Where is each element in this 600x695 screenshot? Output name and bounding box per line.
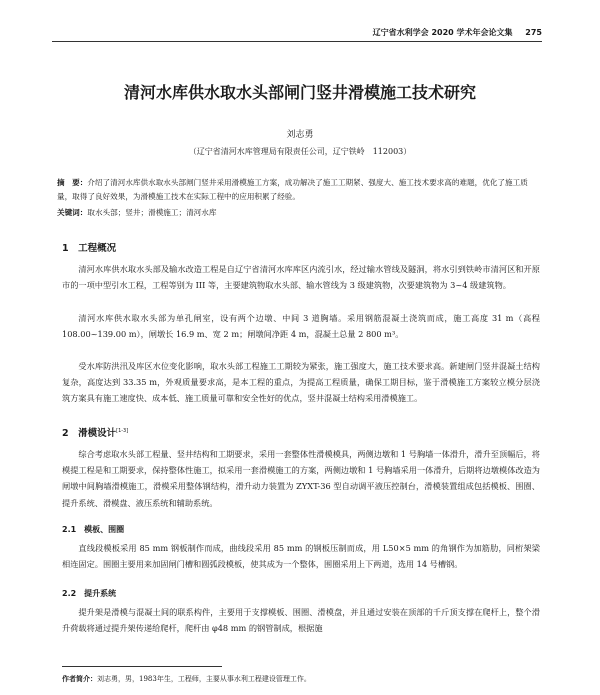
footnote-rule: [62, 666, 222, 667]
paper-title: 清河水库供水取水头部闸门竖井滑模施工技术研究: [123, 83, 476, 102]
citation: [1-3]: [116, 427, 129, 434]
footnote-label: 作者简介：: [62, 674, 97, 683]
section-2-1-heading: 2.1 模板、围圈: [62, 525, 125, 534]
paragraph: 直线段模板采用 85 mm 钢板制作而成，曲线段采用 85 mm 的钢板压制而成，用 L50×5 mm 的角钢作为加筋肋，同桁架梁相连固定。围圈主要用来加固闸门槽和圆弧段模板，使其成为一个整体，围圈采用上下两道，选用 14 号槽钢。: [62, 543, 540, 570]
paragraph: 清河水库供水取水头部及输水改造工程是自辽宁省清河水库库区内流引水，经过输水管线及隧洞，将水引到铁岭市清河区和开原市的一项中型引水工程，工程等别为 III 等，主要建筑物取水头部、输水管线为 3 级建筑物，次要建筑物为 3~4 级建筑物。: [62, 264, 540, 291]
keywords-text: 取水头部；竖井；滑模施工；清河水库: [87, 208, 217, 217]
paragraph: 综合考虑取水头部工程量、竖井结构和工期要求，采用一套整体性滑模模具，两侧边墩和 1 号胸墙一体滑升，滑升至顶幅后，将模提工程是和工期要求，保持整体性施工，拟采用一套滑模施工的方案，两侧边墩和 1 号胸墙采用一体滑升，后期将边墩模体改造为闸墩中间胸墙滑模施工，滑模采用整体钢结构，滑升动力装置为 ZYXT-36 型自动调平液压控制台，滑模装置组成包括模板、围圈、提升系统、滑模盘、液压系统和辅助系统。: [62, 449, 540, 508]
section-2-heading: [62, 425, 128, 439]
abstract-text: 介绍了清河水库供水取水头部闸门竖井采用滑模施工方案，成功解决了施工工期紧、强度大、施工技术要求高的难题，优化了施工质量，取得了良好效果，为滑模施工技术在实际工程中的应用积累了经验。: [57, 178, 528, 201]
affiliation: （辽宁省清河水库管理局有限责任公司，辽宁铁岭 112003）: [188, 147, 412, 156]
keywords-label: 关键词：: [57, 208, 88, 217]
paragraph: 提升架是滑模与混凝土间的联系构件，主要用于支撑模板、围圈、滑模盘，并且通过安装在顶部的千斤顶支撑在爬杆上，整个滑升荷载将通过提升架传递给爬杆，爬杆由 φ48 mm 的钢管制成，根据施: [62, 607, 540, 634]
section-2-2-heading: 2.2 提升系统: [62, 589, 117, 598]
abstract-label: 摘 要：: [57, 178, 88, 187]
journal-name: 辽宁省水利学会 2020 学术年会论文集: [372, 28, 513, 37]
paragraph: 清河水库供水取水头部为单孔闸室，设有两个边墩、中间 3 道胸墙。采用钢筋混凝土浇筑而成，施工高度 31 m（高程 108.00~139.00 m），闸墩长 16.9 m、宽 2 m；闸墩间净距 4 m，混凝土总量 2 800 m³。: [62, 313, 540, 340]
keywords: [57, 207, 541, 218]
abstract: [57, 176, 541, 204]
paragraph: 受水库防洪汛及库区水位变化影响，取水头部工程施工工期较为紧张，施工强度大，施工技术要求高。新建闸门竖井混凝土结构复杂，高度达到 33.35 m，外观质量要求高，是本工程的重点，为提高工程质量，确保工期目标，鉴于滑模施工方案较立模分层浇筑方案具有施工速度快、成本低、施工质量可靠和安全性好的优点，竖井混凝土结构采用滑模施工。: [62, 361, 540, 404]
running-head: [0, 27, 542, 38]
author: 刘志勇: [286, 130, 314, 140]
footnote-text: 刘志勇，男，1983年生，工程师，主要从事水利工程建设管理工作。: [97, 675, 311, 683]
section-2-title: 2 滑模设计: [62, 428, 117, 439]
section-1-heading: 1 工程概况: [62, 243, 117, 254]
footnote: [62, 674, 540, 684]
page-number: 275: [525, 28, 542, 37]
header-rule: [52, 41, 542, 42]
